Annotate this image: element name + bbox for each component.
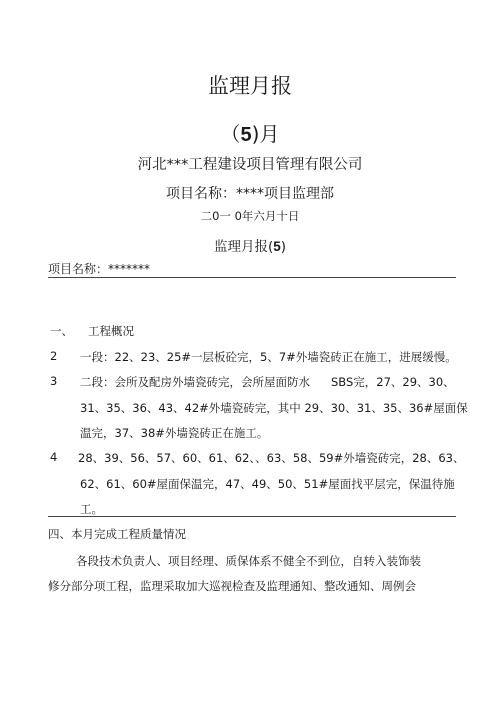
item-3-line-3: 温完，37、38#外墙瓷砖正在施工。	[80, 426, 269, 440]
report-title: 监理月报	[208, 74, 292, 98]
item-2-line-1: 一段：22、23、25#一层板砼完，5、7#外墙瓷砖正在施工，进展缓慢。	[80, 350, 457, 364]
item-3-line-2: 31、35、36、43、42#外墙瓷砖完，其中 29、30、31、35、36#屋面保	[80, 401, 468, 415]
paragraph-line-2: 修分部分项工程，监理采取加大巡视检查及监理通知、整改通知、周例会	[48, 579, 416, 593]
item-4-line-3: 工。	[80, 502, 103, 516]
report-date: 二0一 0年六月十日	[200, 209, 300, 223]
subtitle-prefix: 监理月报(	[213, 239, 274, 255]
month-suffix: )月	[251, 122, 280, 146]
project-name-line: 项目名称：****项目监理部	[166, 186, 334, 202]
header-divider	[48, 277, 456, 278]
subtitle-number: 5	[273, 239, 281, 254]
paragraph-line-1: 各段技术负责人、项目经理、质保体系不健全不到位，自转入装饰装	[76, 554, 421, 568]
item-4-line-1: 28、39、56、57、60、61、62、、63、58、59#外墙瓷砖完，28、63、	[78, 451, 465, 465]
report-month	[0, 118, 500, 147]
month-prefix: （	[220, 122, 241, 146]
item-3-line-1: 二段：会所及配房外墙瓷砖完，会所屋面防水	[80, 375, 310, 389]
item-2-number: 2	[50, 349, 58, 363]
item-3-line-1b: SBS完，27、29、30、	[331, 375, 455, 389]
section-1-title: 工程概况	[88, 324, 134, 338]
company-name: 河北***工程建设项目管理有限公司	[137, 157, 363, 173]
report-subtitle	[0, 235, 500, 255]
section-divider	[48, 516, 456, 517]
item-3-number: 3	[50, 374, 58, 388]
item-4-line-2: 62、61、60#屋面保温完，47、49、50、51#屋面找平层完，保温待施	[80, 477, 455, 491]
subtitle-suffix: )	[280, 239, 287, 255]
project-field: 项目名称：*******	[48, 262, 151, 276]
month-number: 5	[240, 124, 252, 146]
item-4-number: 4	[50, 450, 58, 464]
section-1-number: 一、	[50, 324, 73, 338]
section-4-title: 四、本月完成工程质量情况	[48, 527, 186, 541]
